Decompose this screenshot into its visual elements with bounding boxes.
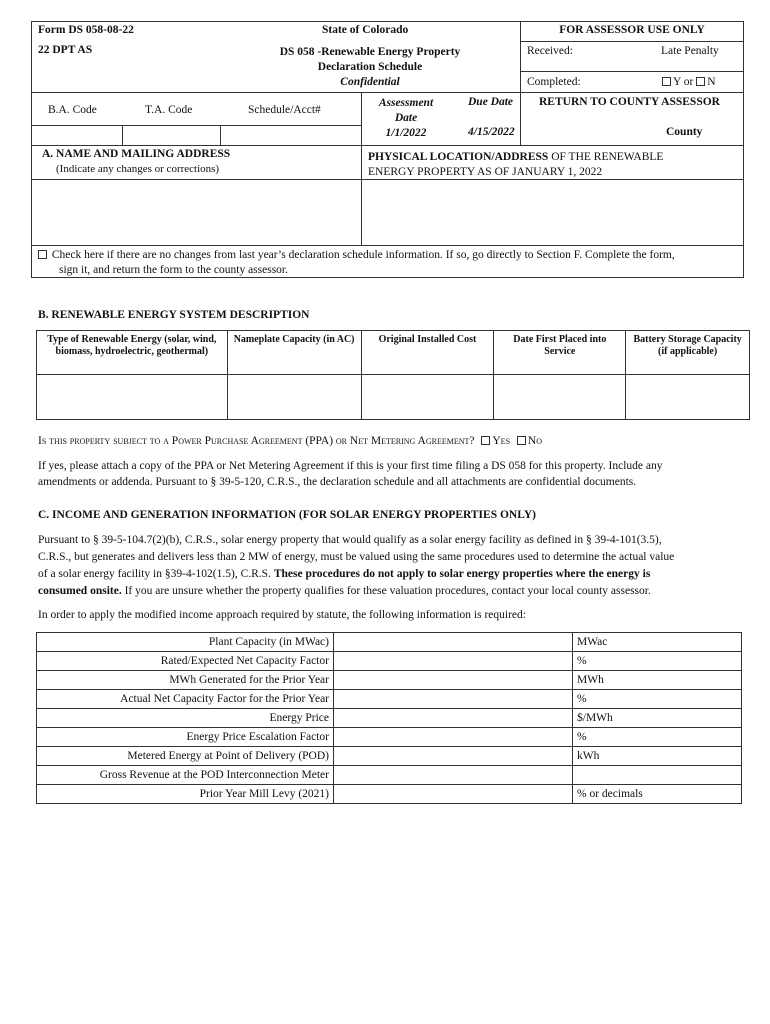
yes-short: Y bbox=[673, 76, 681, 88]
physical-location-line2: ENERGY PROPERTY AS OF JANUARY 1, 2022 bbox=[368, 166, 603, 178]
row-label: Gross Revenue at the POD Interconnection Meter bbox=[37, 766, 334, 785]
physical-location-label bbox=[368, 150, 663, 180]
row-unit: kWh bbox=[573, 747, 742, 766]
row-unit: % bbox=[573, 728, 742, 747]
ppa-note bbox=[38, 458, 748, 490]
row-unit bbox=[573, 766, 742, 785]
mailing-address-field[interactable] bbox=[32, 180, 360, 244]
type-cell[interactable] bbox=[37, 375, 228, 420]
row-value-field[interactable] bbox=[334, 690, 573, 709]
row-value-field[interactable] bbox=[334, 633, 573, 652]
table-row bbox=[37, 671, 742, 690]
table-row bbox=[37, 633, 742, 652]
installed-cost-cell[interactable] bbox=[361, 375, 494, 420]
row-label: Energy Price bbox=[37, 709, 334, 728]
row-value-field[interactable] bbox=[334, 785, 573, 804]
table-row bbox=[37, 747, 742, 766]
ppa-note-line1: If yes, please attach a copy of the PPA or Net Metering Agreement if this is your first time filing a DS 058 for this property. Include any bbox=[38, 460, 663, 472]
col-date-placed: Date First Placed into Service bbox=[494, 331, 626, 375]
battery-cell[interactable] bbox=[626, 375, 750, 420]
late-penalty-label: Late Penalty bbox=[661, 45, 719, 57]
section-c-intro: In order to apply the modified income approach required by statute, the following information is required: bbox=[38, 609, 526, 621]
due-date-label: Due Date bbox=[468, 96, 514, 108]
row-value-field[interactable] bbox=[334, 709, 573, 728]
ppa-question-row bbox=[38, 435, 542, 447]
dpt-code: 22 DPT AS bbox=[38, 44, 93, 56]
row-unit: % bbox=[573, 652, 742, 671]
row-unit: MWac bbox=[573, 633, 742, 652]
row-unit: MWh bbox=[573, 671, 742, 690]
row-label: Prior Year Mill Levy (2021) bbox=[37, 785, 334, 804]
no-changes-line2: sign it, and return the form to the county assessor. bbox=[59, 264, 289, 276]
table-row bbox=[37, 652, 742, 671]
system-description-table bbox=[36, 330, 750, 420]
schedule-label: Schedule/Acct# bbox=[248, 104, 321, 116]
section-c-title: C. INCOME AND GENERATION INFORMATION (FOR SOLAR ENERGY PROPERTIES ONLY) bbox=[38, 509, 536, 521]
state-name: State of Colorado bbox=[322, 24, 409, 36]
no-short: N bbox=[707, 76, 716, 88]
section-c-paragraph bbox=[38, 532, 753, 600]
table-row bbox=[37, 709, 742, 728]
ppa-yes-label: Yes bbox=[492, 435, 511, 447]
para-line4-bold: consumed onsite. bbox=[38, 585, 122, 597]
row-value-field[interactable] bbox=[334, 766, 573, 785]
table-row bbox=[37, 375, 750, 420]
no-changes-checkbox[interactable] bbox=[38, 250, 47, 259]
yes-checkbox[interactable] bbox=[662, 77, 671, 86]
physical-address-field[interactable] bbox=[362, 180, 743, 244]
row-value-field[interactable] bbox=[334, 747, 573, 766]
table-row bbox=[37, 785, 742, 804]
confidential-label: Confidential bbox=[340, 76, 400, 88]
table-row bbox=[37, 690, 742, 709]
row-unit: $/MWh bbox=[573, 709, 742, 728]
income-generation-table bbox=[36, 632, 742, 804]
date-label: Date bbox=[394, 112, 418, 124]
section-a-subtitle: (Indicate any changes or corrections) bbox=[56, 163, 220, 175]
row-label: Actual Net Capacity Factor for the Prior Year bbox=[37, 690, 334, 709]
completed-label: Completed: bbox=[527, 76, 581, 88]
col-nameplate: Nameplate Capacity (in AC) bbox=[227, 331, 361, 375]
received-label: Received: bbox=[527, 45, 573, 57]
no-changes-line1: Check here if there are no changes from last year’s declaration schedule information. If so, go directly to Section F. Complete the form, bbox=[51, 249, 675, 261]
para-line3-plain: of a solar energy facility in §39-4-102(1.5), C.R.S. bbox=[38, 568, 274, 580]
row-value-field[interactable] bbox=[334, 671, 573, 690]
row-label: MWh Generated for the Prior Year bbox=[37, 671, 334, 690]
para-line3-bold: These procedures do not apply to solar energy properties where the energy is bbox=[273, 568, 651, 580]
ppa-note-line2: amendments or addenda. Pursuant to § 39-5-120, C.R.S., the declaration schedule and all attachments are confidential documents. bbox=[38, 476, 637, 488]
ppa-yes-checkbox[interactable] bbox=[481, 436, 490, 445]
title-line1: DS 058 -Renewable Energy Property bbox=[279, 46, 461, 58]
form-title bbox=[255, 45, 485, 90]
no-checkbox[interactable] bbox=[696, 77, 705, 86]
row-value-field[interactable] bbox=[334, 728, 573, 747]
ba-code-label: B.A. Code bbox=[48, 104, 97, 116]
title-line2: Declaration Schedule bbox=[317, 61, 423, 73]
assessment-date-value: 1/1/2022 bbox=[385, 127, 427, 139]
row-value-field[interactable] bbox=[334, 652, 573, 671]
table-row bbox=[37, 766, 742, 785]
ppa-no-checkbox[interactable] bbox=[517, 436, 526, 445]
due-date-value: 4/15/2022 bbox=[468, 126, 515, 138]
physical-location-rest: OF THE RENEWABLE bbox=[548, 151, 664, 163]
nameplate-cell[interactable] bbox=[227, 375, 361, 420]
completed-yn bbox=[662, 76, 716, 88]
section-a-title: A. NAME AND MAILING ADDRESS bbox=[42, 148, 231, 160]
row-label: Energy Price Escalation Factor bbox=[37, 728, 334, 747]
assessor-use-title: FOR ASSESSOR USE ONLY bbox=[559, 24, 705, 36]
county-label: County bbox=[666, 126, 703, 138]
table-header-row bbox=[37, 331, 750, 375]
para-line1: Pursuant to § 39-5-104.7(2)(b), C.R.S., solar energy property that would qualify as a solar energy facility as defined in § 39-4-101(3.5), bbox=[38, 534, 662, 546]
para-line4-plain: If you are unsure whether the property qualifies for these valuation procedures, contact your local county assessor. bbox=[121, 585, 651, 597]
row-label: Metered Energy at Point of Delivery (POD) bbox=[37, 747, 334, 766]
physical-location-bold: PHYSICAL LOCATION/ADDRESS bbox=[368, 151, 549, 163]
or-text: or bbox=[683, 76, 694, 88]
para-line2: C.R.S., but generates and delivers less than 2 MW of energy, must be valued using the same procedures used to determine the actual value bbox=[38, 551, 675, 563]
col-installed-cost: Original Installed Cost bbox=[361, 331, 494, 375]
assessment-label: Assessment bbox=[378, 97, 434, 109]
assessment-date-block bbox=[368, 96, 444, 141]
row-unit: % or decimals bbox=[573, 785, 742, 804]
col-battery: Battery Storage Capacity (if applicable) bbox=[626, 331, 750, 375]
form-number: Form DS 058-08-22 bbox=[38, 24, 134, 36]
date-placed-cell[interactable] bbox=[494, 375, 626, 420]
ppa-question: Is this property subject to a Power Purchase Agreement (PPA) or Net Metering Agreement? bbox=[38, 435, 475, 447]
section-b-title: B. RENEWABLE ENERGY SYSTEM DESCRIPTION bbox=[38, 309, 310, 321]
row-label: Rated/Expected Net Capacity Factor bbox=[37, 652, 334, 671]
return-to-label: RETURN TO COUNTY ASSESSOR bbox=[539, 96, 720, 108]
ta-code-label: T.A. Code bbox=[145, 104, 193, 116]
row-unit: % bbox=[573, 690, 742, 709]
no-changes-row bbox=[38, 248, 743, 278]
ppa-no-label: No bbox=[527, 435, 542, 447]
row-label: Plant Capacity (in MWac) bbox=[37, 633, 334, 652]
col-type: Type of Renewable Energy (solar, wind, biomass, hydroelectric, geothermal) bbox=[37, 331, 228, 375]
table-row bbox=[37, 728, 742, 747]
